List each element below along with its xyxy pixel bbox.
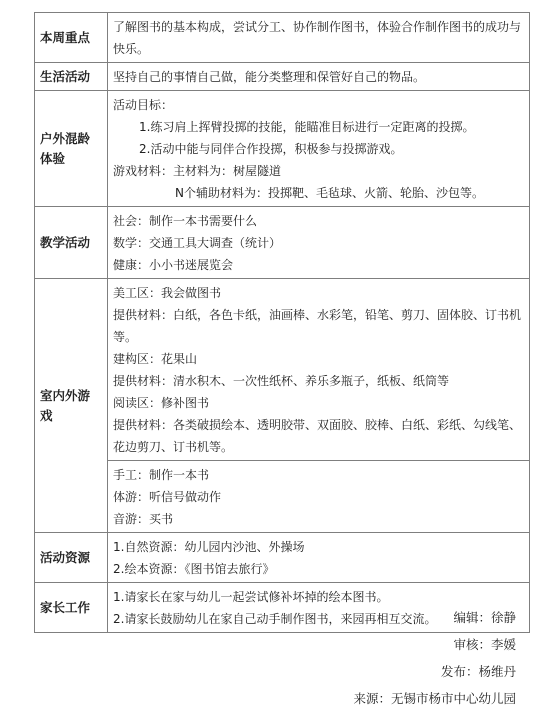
reviewer-credit: 审核：李媛 xyxy=(453,637,516,652)
editor-credit: 编辑：徐静 xyxy=(453,610,516,625)
row-label-outdoor: 户外混龄体验 xyxy=(35,91,108,207)
table-row-indoor-areas xyxy=(35,279,530,461)
life-line: 坚持自己的事情自己做，能分类整理和保管好自己的物品。 xyxy=(113,70,426,84)
parents-line-0: 1.请家长在家与幼儿一起尝试修补坏掉的绘本图书。 xyxy=(113,590,389,604)
indoor-area-line-0: 美工区：我会做图书 xyxy=(113,286,222,300)
table-row-indoor-games xyxy=(35,461,530,533)
row-content-focus xyxy=(108,13,530,63)
teaching-line-1: 数学：交通工具大调查（统计） xyxy=(113,236,282,250)
row-label-resources: 活动资源 xyxy=(35,533,108,583)
indoor-area-line-5: 提供材料：各类破损绘本、透明胶带、双面胶、胶棒、白纸、彩纸、勾线笔、花边剪刀、订书机等。 xyxy=(113,418,522,454)
indoor-game-line-2: 音游：买书 xyxy=(113,512,174,526)
table-row-outdoor xyxy=(35,91,530,207)
teaching-line-0: 社会：制作一本书需要什么 xyxy=(113,214,258,228)
focus-line: 了解图书的基本构成，尝试分工、协作制作图书，体验合作制作图书的成功与快乐。 xyxy=(113,20,522,56)
outdoor-line-4: N个辅助材料为：投掷靶、毛毡球、火箭、轮胎、沙包等。 xyxy=(175,186,484,200)
row-content-resources xyxy=(108,533,530,583)
row-content-indoor-games xyxy=(108,461,530,533)
table-row-resources xyxy=(35,533,530,583)
weekly-plan-table xyxy=(34,12,530,633)
table-row-focus xyxy=(35,13,530,63)
row-label-life: 生活活动 xyxy=(35,63,108,91)
row-label-indoor: 室内外游戏 xyxy=(35,279,108,533)
row-label-teaching: 教学活动 xyxy=(35,207,108,279)
row-label-parents: 家长工作 xyxy=(35,583,108,633)
row-content-outdoor xyxy=(108,91,530,207)
row-content-teaching xyxy=(108,207,530,279)
publisher-credit: 发布：杨维丹 xyxy=(440,664,516,679)
row-label-focus: 本周重点 xyxy=(35,13,108,63)
source-credit: 来源：无锡市杨市中心幼儿园 xyxy=(353,691,516,706)
outdoor-line-3: 游戏材料：主材料为：树屋隧道 xyxy=(113,164,282,178)
resources-line-0: 1.自然资源：幼儿园内沙池、外操场 xyxy=(113,540,305,554)
table-row-life xyxy=(35,63,530,91)
indoor-area-line-3: 提供材料：清水积木、一次性纸杯、养乐多瓶子，纸板、纸筒等 xyxy=(113,374,450,388)
indoor-area-line-1: 提供材料：白纸，各色卡纸，油画棒、水彩笔，铅笔、剪刀、固体胶、订书机等。 xyxy=(113,308,522,344)
indoor-game-line-0: 手工：制作一本书 xyxy=(113,468,210,482)
outdoor-line-2: 2.活动中能与同伴合作投掷，积极参与投掷游戏。 xyxy=(139,142,403,156)
table-row-teaching xyxy=(35,207,530,279)
outdoor-line-0: 活动目标： xyxy=(113,98,174,112)
teaching-line-2: 健康：小小书迷展览会 xyxy=(113,258,234,272)
parents-line-1: 2.请家长鼓励幼儿在家自己动手制作图书，来园再相互交流。 xyxy=(113,612,437,626)
row-content-indoor-areas xyxy=(108,279,530,461)
credits-block xyxy=(353,604,516,712)
indoor-area-line-4: 阅读区：修补图书 xyxy=(113,396,210,410)
indoor-area-line-2: 建构区：花果山 xyxy=(113,352,198,366)
indoor-game-line-1: 体游：听信号做动作 xyxy=(113,490,222,504)
row-content-life xyxy=(108,63,530,91)
outdoor-line-1: 1.练习肩上挥臂投掷的技能，能瞄准目标进行一定距离的投掷。 xyxy=(139,120,475,134)
resources-line-1: 2.绘本资源：《图书馆去旅行》 xyxy=(113,562,275,576)
